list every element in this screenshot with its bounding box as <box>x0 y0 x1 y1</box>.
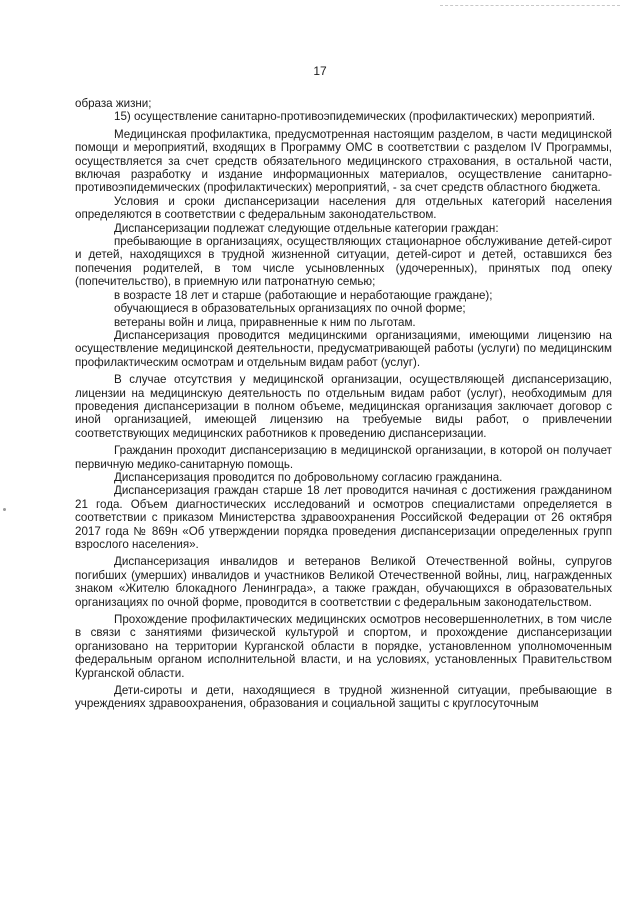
page-number: 17 <box>313 64 327 78</box>
category-orphans: пребывающие в организациях, осуществляющих стационарное обслуживание детей-сирот и детей, находящихся в трудной жизненной ситуации, детей-сирот и детей, оставшихся без попечения родителей, в том числе усыновленных (удочеренных), принятых под опеку (попечительство), в приемную или патронатную семью; <box>75 235 612 289</box>
category-students: обучающиеся в образовательных организациях по очной форме; <box>114 302 466 316</box>
list-item-15: 15) осуществление санитарно-противоэпидемических (профилактических) мероприятий. <box>114 110 596 124</box>
paragraph-medical-prevention: Медицинская профилактика, предусмотренная настоящим разделом, в части медицинской помощи и мероприятий, входящих в Программу ОМС в соответствии с разделом IV Программы, осуществляется за счет средств обязательного медицинского страхования, в остальной части, включая разработку и издание информационных материалов, осуществление санитарно-противоэпидемических (профилактических) мероприятий, - за счет средств областного бюджета. <box>75 127 612 195</box>
scan-artifact-marks <box>440 5 620 8</box>
category-adults: в возрасте 18 лет и старше (работающие и неработающие граждане); <box>114 288 493 302</box>
document-body <box>75 97 612 711</box>
paragraph-citizen-location: Гражданин проходит диспансеризацию в медицинской организации, в которой он получает первичную медико-санитарную помощь. <box>75 444 612 471</box>
category-veterans: ветераны войн и лица, приравненные к ним по льготам. <box>114 315 416 329</box>
paragraph-continuation: образа жизни; <box>75 97 152 110</box>
paragraph-minors-checkups: Прохождение профилактических медицинских осмотров несовершеннолетних, в том числе в связи с занятиями физической культурой и спортом, и прохождение диспансеризации организовано на территории Курганской области в порядке, установленном уполномоченным федеральным органом исполнительной власти, и на условиях, установленных Правительством Курганской области. <box>75 613 612 680</box>
paragraph-voluntary: Диспансеризация проводится по добровольному согласию гражданина. <box>114 470 503 484</box>
paragraph-no-license: В случае отсутствия у медицинской организации, осуществляющей диспансеризацию, лицензии на медицинскую деятельность по отдельным видам работ (услуг), необходимым для проведения диспансеризации в полном объеме, медицинская организация заключает договор с иной организацией, имеющей лицензию на требуемые виды работ, о привлечении соответствующих медицинских работников к проведению диспансеризации. <box>75 373 612 440</box>
paragraph-over-18: Диспансеризация граждан старше 18 лет проводится начиная с достижения гражданином 21 года. Объем диагностических исследований и осмотров специалистами определяется в соответствии с приказом Министерства здравоохранения Российской Федерации от 26 октября 2017 года № 869н «Об утверждении порядка проведения диспансеризации определенных групп взрослого населения». <box>75 484 612 551</box>
paragraph-veterans-disabled: Диспансеризация инвалидов и ветеранов Великой Отечественной войны, супругов погибших (умерших) инвалидов и участников Великой Отечественной войны, лиц, награжденных знаком «Жителю блокадного Ленинграда», а также граждан, обучающихся в образовательных организациях по очной форме, проводится в соответствии с федеральным законодательством. <box>75 555 612 609</box>
paragraph-conditions: Условия и сроки диспансеризации населения для отдельных категорий населения определяются в соответствии с федеральным законодательством. <box>75 194 612 222</box>
paragraph-categories-intro: Диспансеризации подлежат следующие отдельные категории граждан: <box>114 221 499 235</box>
scan-artifact-dot <box>3 508 6 511</box>
paragraph-licensed-organizations: Диспансеризация проводится медицинскими организациями, имеющими лицензию на осуществление медицинской деятельности, предусматривающей работы (услуги) по медицинским профилактическим осмотрам и отдельным видам работ (услуг). <box>75 328 612 369</box>
paragraph-orphans-institutions: Дети-сироты и дети, находящиеся в трудной жизненной ситуации, пребывающие в учреждениях здравоохранения, образования и социальной защиты с круглосуточным <box>75 684 612 711</box>
